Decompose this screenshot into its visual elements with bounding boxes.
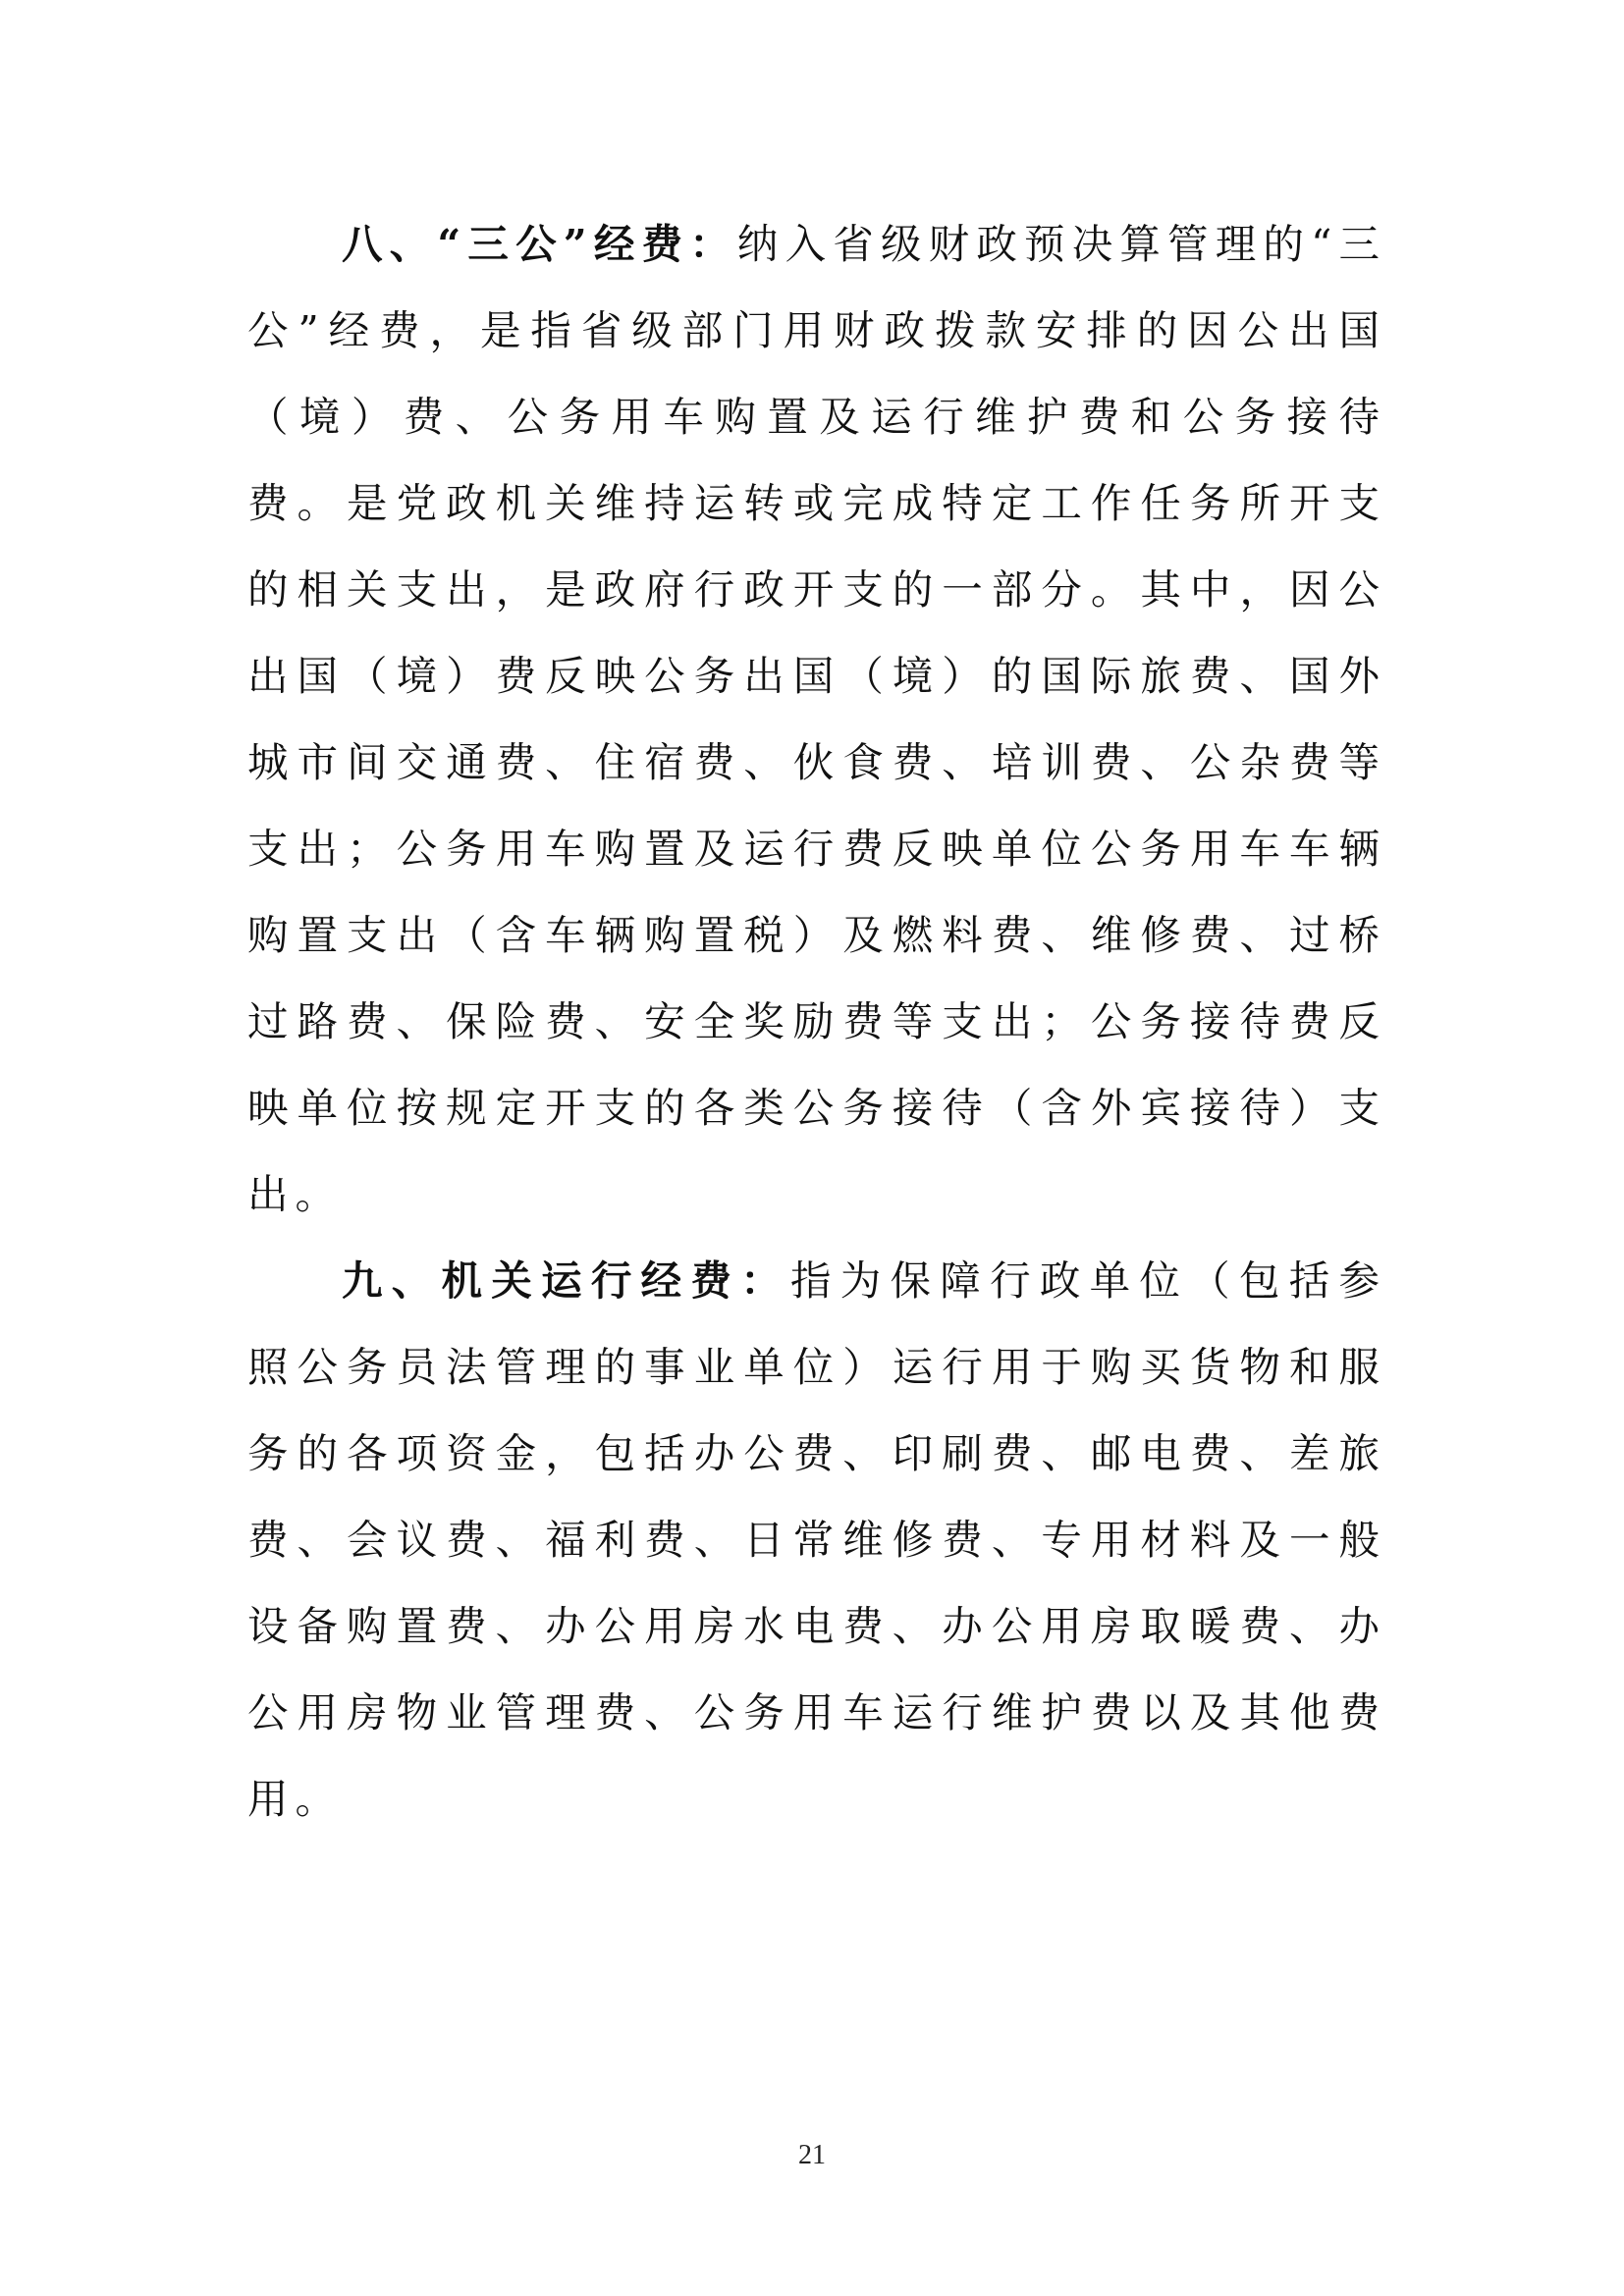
paragraph-three-public-expenses — [247, 201, 1386, 1238]
definition-agency-operating-expenses: 指为保障行政单位（包括参照公务员法管理的事业单位）运行用于购买货物和服务的各项资金，包括办公费、印刷费、邮电费、差旅费、会议费、福利费、日常维修费、专用材料及一般设备购置费、办公用房水电费、办公用房取暖费、办公用房物业管理费、公务用车运行维护费以及其他费用。 — [247, 1256, 1386, 1823]
term-agency-operating-expenses: 九、机关运行经费： — [342, 1256, 790, 1305]
term-three-public-expenses: 八、“三公”经费： — [342, 220, 737, 268]
paragraph-agency-operating-expenses — [247, 1238, 1386, 1842]
page-number: 21 — [798, 2140, 826, 2170]
document-body — [247, 201, 1386, 1842]
definition-three-public-expenses: 纳入省级财政预决算管理的“三公”经费，是指省级部门用财政拨款安排的因公出国（境）费、公务用车购置及运行维护费和公务接待费。是党政机关维持运转或完成特定工作任务所开支的相关支出，是政府行政开支的一部分。其中，因公出国（境）费反映公务出国（境）的国际旅费、国外城市间交通费、住宿费、伙食费、培训费、公杂费等支出；公务用车购置及运行费反映单位公务用车车辆购置支出（含车辆购置税）及燃料费、维修费、过桥过路费、保险费、安全奖励费等支出；公务接待费反映单位按规定开支的各类公务接待（含外宾接待）支出。 — [247, 220, 1387, 1218]
